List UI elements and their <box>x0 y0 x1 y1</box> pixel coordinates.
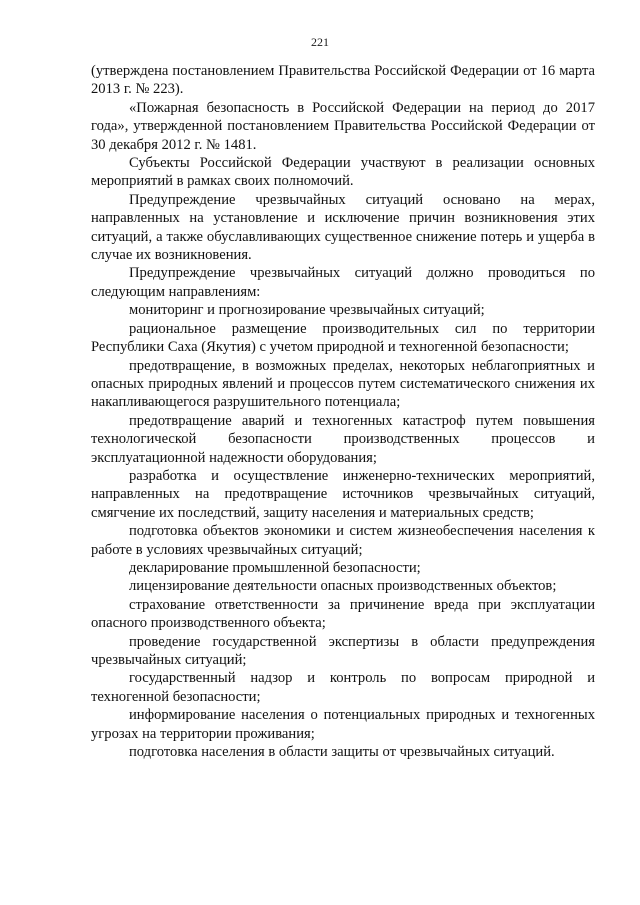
list-item-population-training: подготовка населения в области защиты от чрезвычайных ситуаций. <box>129 744 555 761</box>
document-body <box>91 62 595 761</box>
list-item-monitoring: мониторинг и прогнозирование чрезвычайных ситуаций; <box>129 302 485 319</box>
list-item-informing: информирование населения о потенциальных природных и техногенных угрозах на территории проживания; <box>91 707 595 742</box>
paragraph-prevention-directions: Предупреждение чрезвычайных ситуаций должно проводиться по следующим направлениям: <box>91 265 595 300</box>
paragraph-fire-safety-program: «Пожарная безопасность в Российской Федерации на период до 2017 года», утвержденной постановлением Правительства Российской Федерации от 30 декабря 2012 г. № 1481. <box>91 99 595 153</box>
paragraph-prevention-basis: Предупреждение чрезвычайных ситуаций основано на мерах, направленных на установление и исключение причин возникновения этих ситуаций, а также обуславливающих существенное снижение потерь и ущерба в случае их возникновения. <box>91 191 595 264</box>
list-item-declaration: декларирование промышленной безопасности; <box>129 559 421 576</box>
list-item-supervision: государственный надзор и контроль по вопросам природной и техногенной безопасности; <box>91 670 595 705</box>
list-item-accident-prevention: предотвращение аварий и техногенных катастроф путем повышения технологической безопасности производственных процессов и эксплуатационной надежности оборудования; <box>91 412 595 466</box>
list-item-insurance: страхование ответственности за причинение вреда при эксплуатации опасного производственного объекта; <box>91 596 595 632</box>
list-item-expertise: проведение государственной экспертизы в области предупреждения чрезвычайных ситуаций; <box>91 633 595 668</box>
page-number: 221 <box>311 35 329 49</box>
list-item-economy-preparation: подготовка объектов экономики и систем жизнеобеспечения населения к работе в условиях чрезвычайных ситуаций; <box>91 523 595 558</box>
list-item-engineering-measures: разработка и осуществление инженерно-технических мероприятий, направленных на предотвращение источников чрезвычайных ситуаций, смягчение их последствий, защиту населения и материальных средств; <box>91 467 595 521</box>
paragraph-approval-note: (утверждена постановлением Правительства Российской Федерации от 16 марта 2013 г. № 223). <box>91 63 595 98</box>
list-item-rational-placement: рациональное размещение производительных сил по территории Республики Саха (Якутия) с учетом природной и техногенной безопасности; <box>91 320 595 356</box>
paragraph-federal-subjects: Субъекты Российской Федерации участвуют в реализации основных мероприятий в рамках своих полномочий. <box>91 155 595 190</box>
list-item-licensing: лицензирование деятельности опасных производственных объектов; <box>129 578 557 595</box>
list-item-natural-hazards: предотвращение, в возможных пределах, некоторых неблагоприятных и опасных природных явлений и процессов путем систематического снижения их накапливающегося разрушительного потенциала; <box>91 357 595 411</box>
